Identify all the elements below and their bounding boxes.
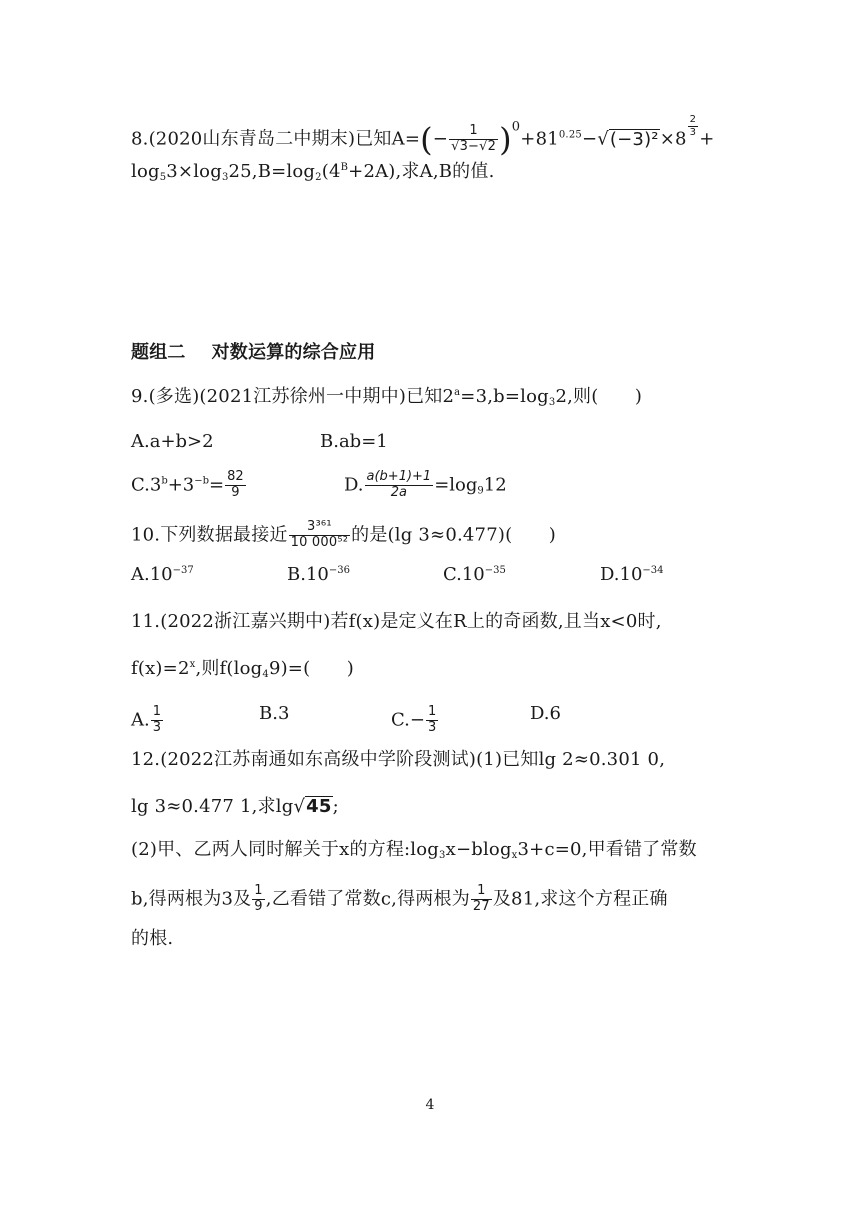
right-paren: ) <box>499 120 512 159</box>
question-12-line-5: 的根. <box>131 928 174 949</box>
q9d-num: a(b+1)+1 <box>366 469 432 484</box>
sqrt-symbol: √ <box>293 796 306 817</box>
q10-option-d <box>600 566 664 584</box>
q12-radicand: 45 <box>306 796 332 817</box>
q9c-den: 9 <box>231 484 240 500</box>
q12-l3-end: 3+c=0,甲看错了常数 <box>517 839 697 860</box>
q12-l4-mid: ,乙看错了常数c,得两根为 <box>265 888 470 910</box>
q12-l2-pre: lg 3≈0.477 1,求lg <box>131 796 294 817</box>
q8-base2: 2 <box>315 172 322 183</box>
q11a-num: 1 <box>152 704 162 719</box>
q10-option-a <box>131 566 194 584</box>
question-8-line-1 <box>131 114 715 159</box>
question-12-line-1: 12.(2022江苏南通如东高级中学阶段测试)(1)已知lg 2≈0.301 0, <box>131 749 666 770</box>
q8-base5: 5 <box>159 172 167 183</box>
q9-option-b: B.ab=1 <box>320 431 388 452</box>
q8-fraction <box>449 124 498 155</box>
q8-times8: ×8 <box>659 128 687 150</box>
q9c-pre: C.3 <box>131 474 162 496</box>
q10-option-c <box>443 566 506 584</box>
q11c-pre: C.− <box>391 709 425 731</box>
q11-base: 4 <box>262 669 269 680</box>
q10b: B.10 <box>287 564 329 585</box>
q8-exp-num: 2 <box>689 114 697 125</box>
q10a: A.10 <box>131 564 173 585</box>
q8-25: 25,B=log <box>228 161 316 182</box>
left-paren: ( <box>420 120 433 159</box>
q8-frac-den: √3−√2 <box>451 139 497 154</box>
q9-mid: =3,b=log <box>460 386 549 407</box>
question-12-line-3 <box>131 841 697 859</box>
q10d: D.10 <box>600 564 643 585</box>
q12-l3-b1: 3 <box>439 850 446 861</box>
q9c-expnb: −b <box>194 475 210 487</box>
q12-l4-end: 及81,求这个方程正确 <box>492 888 668 910</box>
q12-frac-1 <box>252 884 264 915</box>
q8-prefix: 8.(2020山东青岛二中期末)已知A= <box>131 128 421 150</box>
q8-minus-sqrt: −√ <box>581 128 609 150</box>
q12-l2-end: ; <box>332 796 339 817</box>
q9-option-a: A.a+b>2 <box>131 431 214 452</box>
q9c-num: 82 <box>227 469 244 484</box>
q11-option-c <box>391 705 439 736</box>
q8-minus: − <box>432 128 449 150</box>
question-12-line-4 <box>131 884 668 915</box>
heading-title: 对数运算的综合应用 <box>211 342 376 363</box>
section-heading <box>131 344 375 362</box>
q12-l4-pre: b,得两根为3及 <box>131 888 252 910</box>
q8-exp-0: 0 <box>511 119 521 135</box>
q9c-frac <box>225 470 246 501</box>
q11-pre: f(x)=2 <box>131 658 190 679</box>
q11-option-a <box>131 705 164 736</box>
q9d-end: 12 <box>483 474 507 496</box>
question-10 <box>131 520 556 551</box>
q10-end: 的是(lg 3≈0.477)( ) <box>351 524 556 546</box>
q9d-pre: D. <box>344 474 364 496</box>
q8-expB: B <box>340 162 349 173</box>
q11c-frac <box>426 705 438 736</box>
q8-plus81: +81 <box>520 128 559 150</box>
q8-plus-end: + <box>699 128 715 150</box>
q11-option-d: D.6 <box>530 703 561 724</box>
q9-base: 3 <box>548 397 556 408</box>
q8-radicand: (−3)² <box>609 128 659 150</box>
q8-exp-025: 0.25 <box>558 129 582 141</box>
q10c-exp: −35 <box>484 565 506 576</box>
q8-exp-frac <box>688 114 699 138</box>
q9-option-c <box>131 470 247 501</box>
q8-exp-den: 3 <box>689 126 697 138</box>
q11-mid: ,则f(log <box>195 658 263 679</box>
q8-end: +2A),求A,B的值. <box>348 161 495 182</box>
page-number: 4 <box>425 1097 435 1113</box>
q9d-eq: =log <box>434 474 478 496</box>
q11a-pre: A. <box>131 709 150 731</box>
q9-option-d <box>344 470 507 501</box>
question-11-line-2 <box>131 660 354 678</box>
q9c-expb: b <box>161 475 168 487</box>
question-12-line-2 <box>131 796 339 817</box>
q12-l3-mid: x−blog <box>445 839 512 860</box>
q9-end: 2,则( ) <box>555 386 643 407</box>
q8-base3: 3 <box>221 172 229 183</box>
q9c-mid: +3 <box>167 474 195 496</box>
question-8-line-2 <box>131 163 495 181</box>
q12-l3-b2: x <box>511 850 518 861</box>
q10b-exp: −36 <box>328 565 350 576</box>
q10-num: 3³⁶¹ <box>289 520 351 536</box>
q12-l3-pre: (2)甲、乙两人同时解关于x的方程:log <box>131 839 440 860</box>
q10a-exp: −37 <box>172 565 194 576</box>
heading-group: 题组二 <box>131 342 186 363</box>
question-9 <box>131 388 642 406</box>
q9d-den: 2a <box>390 484 407 500</box>
q11a-den: 3 <box>152 719 162 735</box>
q11-option-b: B.3 <box>259 703 290 724</box>
q12-f2-den: 27 <box>472 898 490 914</box>
q9d-base: 9 <box>477 485 484 497</box>
q10-option-b <box>287 566 350 584</box>
q12-f1-num: 1 <box>254 883 263 898</box>
q11c-num: 1 <box>427 704 437 719</box>
q12-f1-den: 9 <box>254 898 263 914</box>
q12-f2-num: 1 <box>471 884 492 900</box>
q10-frac <box>289 520 351 551</box>
q10d-exp: −34 <box>642 565 664 576</box>
q8-mid: 3×log <box>166 161 222 182</box>
q10-prefix: 10.下列数据最接近 <box>131 524 288 546</box>
q9c-eq: = <box>209 474 225 496</box>
q12-frac-2 <box>471 884 492 915</box>
q8-log: log <box>131 161 160 182</box>
q10-den: 10 000⁵² <box>290 534 349 550</box>
q11-end: 9)=( ) <box>268 658 354 679</box>
q9d-frac <box>365 470 434 501</box>
q9-expa: a <box>454 387 461 398</box>
question-11-line-1: 11.(2022浙江嘉兴期中)若f(x)是定义在R上的奇函数,且当x<0时, <box>131 611 662 632</box>
q10c: C.10 <box>443 564 485 585</box>
q9-prefix: 9.(多选)(2021江苏徐州一中期中)已知2 <box>131 386 455 407</box>
q11-exp: x <box>189 659 196 670</box>
q11a-frac <box>151 705 163 736</box>
q8-paren: (4 <box>321 161 341 182</box>
q8-frac-num: 1 <box>449 124 498 140</box>
q11c-den: 3 <box>427 719 437 735</box>
